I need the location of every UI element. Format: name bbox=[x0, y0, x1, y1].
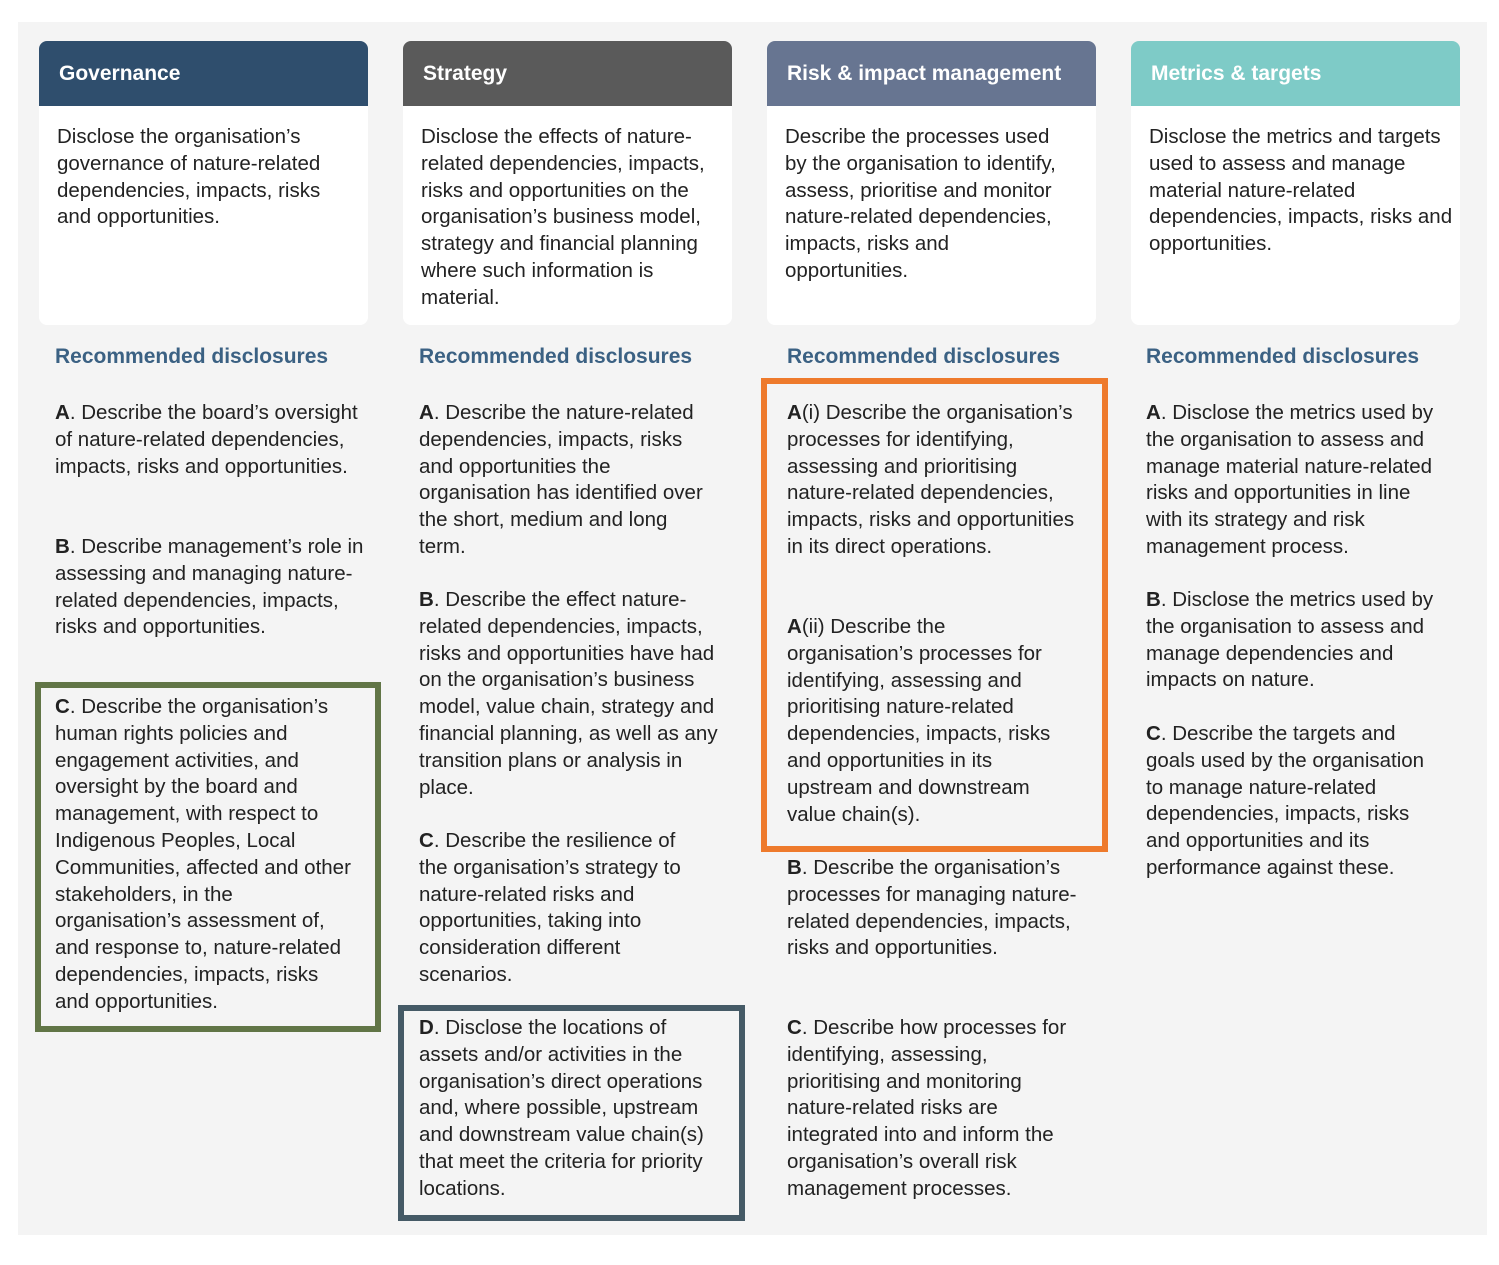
highlight-box-strategy-d bbox=[398, 1005, 745, 1221]
disclosure-letter: B bbox=[419, 588, 434, 611]
disclosure-text: . Describe the targets and goals used by the organisation to manage nature-related dependencies, impacts, risks and opportunities and its performance against these. bbox=[1146, 722, 1425, 879]
recommended-disclosures-heading: Recommended disclosures bbox=[55, 345, 329, 368]
disclosure-letter: C bbox=[419, 829, 434, 852]
pillar-card bbox=[767, 41, 1096, 325]
disclosure-text: . Describe the organisation’s human rights policies and engagement activities, and oversight by the board and management, with respect to Indigenous Peoples, Local Communities, affected and other stakeholders, in the organisation’s assessment of, and response to, nature-related dependencies, impacts, risks and opportunities. bbox=[55, 695, 351, 1013]
pillar-card bbox=[403, 41, 732, 325]
pillar-description: Disclose the effects of nature-related dependencies, impacts, risks and opportunities on the organisation’s business model, strategy and financial planning where such information is material. bbox=[421, 125, 705, 309]
disclosure-item bbox=[787, 1015, 1077, 1203]
disclosure-item bbox=[787, 855, 1087, 962]
disclosure-text: . Disclose the metrics used by the organisation to assess and manage material nature-related risks and opportunities in line with its strategy and risk management process. bbox=[1146, 401, 1434, 558]
disclosure-item bbox=[419, 400, 719, 561]
recommended-disclosures-heading: Recommended disclosures bbox=[419, 345, 693, 368]
pillar-card bbox=[39, 41, 368, 325]
disclosure-letter: C bbox=[787, 1016, 802, 1039]
disclosure-text: . Disclose the locations of assets and/or activities in the organisation’s direct operations and, where possible, upstream and downstream value chain(s) that meet the criteria for priority locations. bbox=[419, 1016, 704, 1200]
recommended-disclosures-heading: Recommended disclosures bbox=[1146, 345, 1420, 368]
disclosure-framework-panel bbox=[18, 22, 1487, 1235]
pillar-description: Describe the processes used by the organisation to identify, assess, prioritise and monitor nature-related dependencies, impacts, risks and opportunities. bbox=[785, 125, 1056, 282]
pillar-header: Risk & impact management bbox=[767, 41, 1096, 106]
disclosure-text: . Describe management’s role in assessing and managing nature-related dependencies, impacts, risks and opportunities. bbox=[55, 535, 364, 639]
disclosure-letter: B bbox=[55, 535, 70, 558]
disclosure-letter: A bbox=[419, 401, 434, 424]
disclosure-text: . Describe the nature-related dependencies, impacts, risks and opportunities the organisation has identified over the short, medium and long term. bbox=[419, 401, 703, 558]
disclosure-letter: C bbox=[55, 695, 70, 718]
disclosure-letter: A bbox=[55, 401, 70, 424]
disclosure-text: . Describe the organisation’s processes for managing nature-related dependencies, impacts, risks and opportunities. bbox=[787, 856, 1077, 960]
disclosure-letter: D bbox=[419, 1016, 434, 1039]
highlight-box-risk-a bbox=[761, 378, 1108, 852]
highlight-box-governance-c bbox=[35, 682, 381, 1032]
disclosure-item bbox=[419, 828, 709, 989]
pillar-header: Metrics & targets bbox=[1131, 41, 1460, 106]
disclosure-item bbox=[55, 400, 371, 480]
pillar-description: Disclose the metrics and targets used to assess and manage material nature-related dependencies, impacts, risks and opportunities. bbox=[1149, 125, 1453, 256]
disclosure-text: . Describe the effect nature-related dependencies, impacts, risks and opportunities have had on the organisation’s business model, value chain, strategy and financial planning, as well as any transition plans or analysis in place. bbox=[419, 588, 718, 799]
recommended-disclosures-heading: Recommended disclosures bbox=[787, 345, 1061, 368]
pillar-card bbox=[1131, 41, 1460, 325]
disclosure-letter: B bbox=[1146, 588, 1161, 611]
pillar-description: Disclose the organisation’s governance of nature-related dependencies, impacts, risks and opportunities. bbox=[57, 125, 321, 229]
pillar-header: Governance bbox=[39, 41, 368, 106]
disclosure-text: . Describe the resilience of the organisation’s strategy to nature-related risks and opportunities, taking into consideration different scenarios. bbox=[419, 829, 681, 986]
disclosure-text: . Disclose the metrics used by the organisation to assess and manage dependencies and impacts on nature. bbox=[1146, 588, 1434, 692]
disclosure-text: . Describe the board’s oversight of nature-related dependencies, impacts, risks and opportunities. bbox=[55, 401, 358, 478]
disclosure-item bbox=[1146, 400, 1446, 561]
disclosure-item bbox=[419, 587, 719, 801]
disclosure-letter: B bbox=[787, 856, 802, 879]
disclosure-letter: A bbox=[1146, 401, 1161, 424]
disclosure-item bbox=[55, 534, 371, 641]
disclosure-text: (i) Describe the organisation’s processes for identifying, assessing and prioritising nature-related dependencies, impacts, risks and opportunities in its direct operations. bbox=[787, 401, 1075, 558]
disclosure-text: (ii) Describe the organisation’s processes for identifying, assessing and prioritising nature-related dependencies, impacts, risks and opportunities in its upstream and downstream value chain(s). bbox=[787, 615, 1051, 826]
disclosure-letter: A bbox=[787, 401, 802, 424]
disclosure-item bbox=[1146, 721, 1441, 882]
disclosure-letter: C bbox=[1146, 722, 1161, 745]
disclosure-letter: A bbox=[787, 615, 802, 638]
pillar-header: Strategy bbox=[403, 41, 732, 106]
disclosure-item bbox=[1146, 587, 1446, 694]
disclosure-text: . Describe how processes for identifying, assessing, prioritising and monitoring nature-related risks are integrated into and inform the organisation’s overall risk management processes. bbox=[787, 1016, 1067, 1200]
